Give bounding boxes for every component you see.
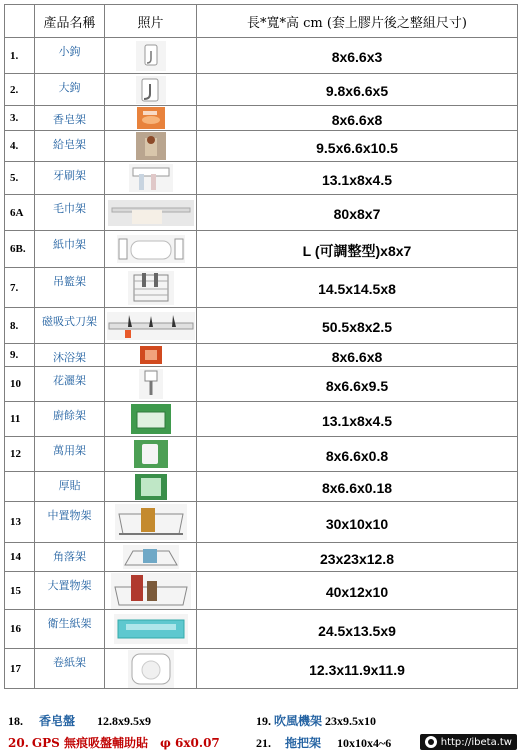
- towel-bar-photo: [108, 200, 194, 226]
- showerhead-holder-photo: [139, 369, 163, 399]
- product-photo-cell: [105, 344, 197, 367]
- table-row: [5, 402, 518, 437]
- table-row: [5, 74, 518, 106]
- product-dimensions: 80x8x7: [197, 195, 518, 231]
- small-hook-photo: [136, 41, 166, 71]
- corner-shelf-photo: [123, 545, 179, 569]
- table-row: [5, 162, 518, 195]
- product-name: 大置物架: [35, 572, 105, 610]
- row-number: 15: [5, 572, 35, 610]
- product-name: 給皂架: [35, 131, 105, 162]
- product-dimensions: 9.5x6.6x10.5: [197, 131, 518, 162]
- large-hook-photo: [136, 76, 166, 104]
- footer-item-21: 21. 拖把架 10x10x4~6: [256, 736, 392, 750]
- table-row: [5, 268, 518, 308]
- product-photo-cell: [105, 437, 197, 472]
- product-photo-cell: [105, 367, 197, 402]
- table-row: [5, 195, 518, 231]
- universal-rack-photo: [134, 440, 168, 468]
- row-number: 14: [5, 543, 35, 572]
- table-row: [5, 572, 518, 610]
- large-shelf-photo: [111, 573, 191, 609]
- table-header-row: [5, 5, 518, 38]
- table-row: [5, 131, 518, 162]
- product-dimensions: 12.3x11.9x11.9: [197, 649, 518, 689]
- product-photo-cell: [105, 502, 197, 543]
- product-photo-cell: [105, 268, 197, 308]
- product-dimensions: 30x10x10: [197, 502, 518, 543]
- product-name: 小鉤: [35, 38, 105, 74]
- row-number: [5, 472, 35, 502]
- product-photo-cell: [105, 162, 197, 195]
- product-dimensions: 8x6.6x3: [197, 38, 518, 74]
- product-photo-cell: [105, 649, 197, 689]
- row-number: 12: [5, 437, 35, 472]
- product-name: 中置物架: [35, 502, 105, 543]
- row-number: 3.: [5, 106, 35, 131]
- product-name: 大鉤: [35, 74, 105, 106]
- product-dimensions: 13.1x8x4.5: [197, 402, 518, 437]
- product-name: 磁吸式刀架: [35, 308, 105, 344]
- product-photo-cell: [105, 131, 197, 162]
- site-watermark: http://ibeta.tw: [420, 734, 517, 750]
- table-row: [5, 472, 518, 502]
- product-name: 衛生紙架: [35, 610, 105, 649]
- product-name: 廚餘架: [35, 402, 105, 437]
- row-number: 4.: [5, 131, 35, 162]
- row-number: 6B.: [5, 231, 35, 268]
- product-name: 毛巾架: [35, 195, 105, 231]
- product-name: 紙巾架: [35, 231, 105, 268]
- table-row: [5, 610, 518, 649]
- tissue-box-holder-photo: [114, 614, 188, 644]
- table-row: [5, 38, 518, 74]
- soap-dispenser-holder-photo: [136, 132, 166, 160]
- product-name: 香皂架: [35, 106, 105, 131]
- product-dimensions: 9.8x6.6x5: [197, 74, 518, 106]
- table-row: [5, 231, 518, 268]
- product-photo-cell: [105, 543, 197, 572]
- row-number: 6A: [5, 195, 35, 231]
- row-number: 17: [5, 649, 35, 689]
- product-name: 吊籃架: [35, 268, 105, 308]
- food-waste-rack-photo: [131, 404, 171, 434]
- product-dimensions: 14.5x14.5x8: [197, 268, 518, 308]
- product-dimensions: 40x12x10: [197, 572, 518, 610]
- product-name: 花灑架: [35, 367, 105, 402]
- product-photo-cell: [105, 74, 197, 106]
- product-dimensions: L (可調整型)x8x7: [197, 231, 518, 268]
- product-photo-cell: [105, 231, 197, 268]
- row-number: 16: [5, 610, 35, 649]
- row-number: 2.: [5, 74, 35, 106]
- footer-item-18: 18. 香皂盤 12.8x9.5x9: [8, 714, 152, 728]
- row-number: 10: [5, 367, 35, 402]
- product-dimensions: 8x6.6x8: [197, 106, 518, 131]
- header-product-name: 產品名稱: [35, 5, 105, 38]
- row-number: 5.: [5, 162, 35, 195]
- product-name: 卷紙架: [35, 649, 105, 689]
- magnetic-knife-rack-photo: [107, 312, 195, 340]
- toilet-roll-holder-photo: [128, 650, 174, 688]
- footer-item-19: 19. 吹風機架 23x9.5x10: [256, 714, 377, 728]
- product-dimensions: 13.1x8x4.5: [197, 162, 518, 195]
- row-number: 11: [5, 402, 35, 437]
- product-name: 厚貼: [35, 472, 105, 502]
- medium-shelf-photo: [115, 504, 187, 540]
- table-row: [5, 649, 518, 689]
- table-row: [5, 543, 518, 572]
- product-name: 萬用架: [35, 437, 105, 472]
- product-dimensions: 8x6.6x9.5: [197, 367, 518, 402]
- table-row: [5, 437, 518, 472]
- table-row: [5, 106, 518, 131]
- toothbrush-holder-photo: [129, 164, 173, 192]
- table-row: [5, 308, 518, 344]
- row-number: 7.: [5, 268, 35, 308]
- product-dimensions: 8x6.6x0.18: [197, 472, 518, 502]
- product-photo-cell: [105, 472, 197, 502]
- header-dimensions: 長*寬*高 cm (套上膠片後之整組尺寸): [197, 5, 518, 38]
- hanging-basket-photo: [128, 271, 174, 305]
- table-row: [5, 367, 518, 402]
- product-photo-cell: [105, 195, 197, 231]
- product-photo-cell: [105, 572, 197, 610]
- header-number: [5, 5, 35, 38]
- product-dimensions: 24.5x13.5x9: [197, 610, 518, 649]
- product-dimensions: 23x23x12.8: [197, 543, 518, 572]
- header-photo: 照片: [105, 5, 197, 38]
- shower-holder-photo: [140, 346, 162, 364]
- product-dimensions-table: [4, 4, 518, 689]
- product-photo-cell: [105, 106, 197, 131]
- row-number: 13: [5, 502, 35, 543]
- soap-holder-photo: [137, 107, 165, 129]
- product-dimensions: 8x6.6x8: [197, 344, 518, 367]
- table-row: [5, 502, 518, 543]
- product-photo-cell: [105, 402, 197, 437]
- paper-towel-holder-photo: [117, 235, 185, 263]
- product-name: 角落架: [35, 543, 105, 572]
- table-row: [5, 344, 518, 367]
- product-name: 牙刷架: [35, 162, 105, 195]
- product-photo-cell: [105, 38, 197, 74]
- product-dimensions: 8x6.6x0.8: [197, 437, 518, 472]
- product-photo-cell: [105, 308, 197, 344]
- row-number: 8.: [5, 308, 35, 344]
- thick-pad-photo: [135, 474, 167, 500]
- row-number: 9.: [5, 344, 35, 367]
- row-number: 1.: [5, 38, 35, 74]
- footer-item-20: 20. GPS 無痕吸盤輔助貼 φ 6x0.07: [8, 736, 220, 750]
- product-photo-cell: [105, 610, 197, 649]
- product-name: 沐浴架: [35, 344, 105, 367]
- product-dimensions: 50.5x8x2.5: [197, 308, 518, 344]
- site-logo-icon: [425, 736, 437, 748]
